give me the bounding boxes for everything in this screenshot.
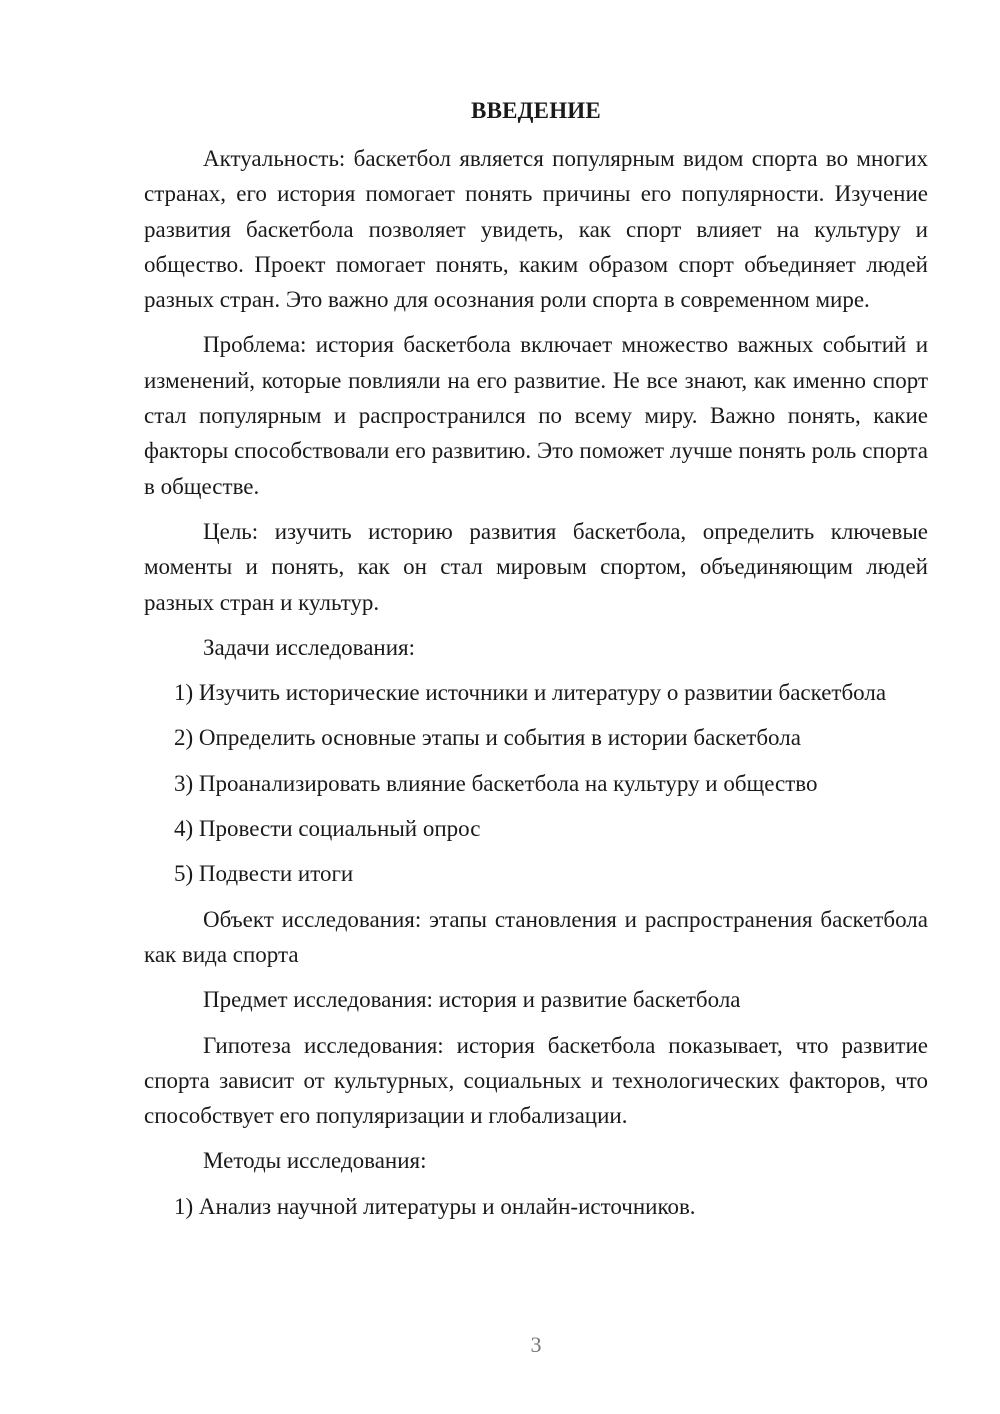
page-body [144,141,928,1234]
task-item: 5) Подвести итоги [174,861,354,887]
object-paragraph: Объект исследования: этапы становления и распространения баскетбола как вида спорта [144,906,928,967]
task-item: 2) Определить основные этапы и события в истории баскетбола [174,725,801,751]
problem-paragraph: Проблема: история баскетбола включает множество важных событий и изменений, которые повлияли на его развитие. Не все знают, как именно спорт стал популярным и распространился по всему миру. Важно понять, какие факторы способствовали его развитию. Это поможет лучше понять роль спорта в обществе. [144,332,928,499]
page-number: 3 [530,1332,542,1357]
hypothesis-paragraph: Гипотеза исследования: история баскетбола показывает, что развитие спорта зависит от культурных, социальных и технологических факторов, что способствует его популяризации и глобализации. [144,1032,928,1129]
tasks-heading: Задачи исследования: [203,634,416,660]
method-item: 1) Анализ научной литературы и онлайн-источников. [174,1193,696,1219]
methods-heading: Методы исследования: [203,1148,427,1174]
goal-paragraph: Цель: изучить историю развития баскетбола, определить ключевые моменты и понять, как он стал мировым спортом, объединяющим людей разных стран и культур. [144,518,928,615]
subject-paragraph: Предмет исследования: история и развитие баскетбола [203,987,741,1013]
relevance-paragraph: Актуальность: баскетбол является популярным видом спорта во многих странах, его история помогает понять причины его популярности. Изучение развития баскетбола позволяет увидеть, как спорт влияет на культуру и общество. Проект помогает понять, каким образом спорт объединяет людей разных стран. Это важно для осознания роли спорта в современном мире. [144,146,928,313]
task-item: 3) Проанализировать влияние баскетбола на культуру и общество [174,770,818,796]
task-item: 4) Провести социальный опрос [174,816,481,842]
page-title: ВВЕДЕНИЕ [471,98,601,123]
task-item: 1) Изучить исторические источники и литературу о развитии баскетбола [174,680,887,706]
